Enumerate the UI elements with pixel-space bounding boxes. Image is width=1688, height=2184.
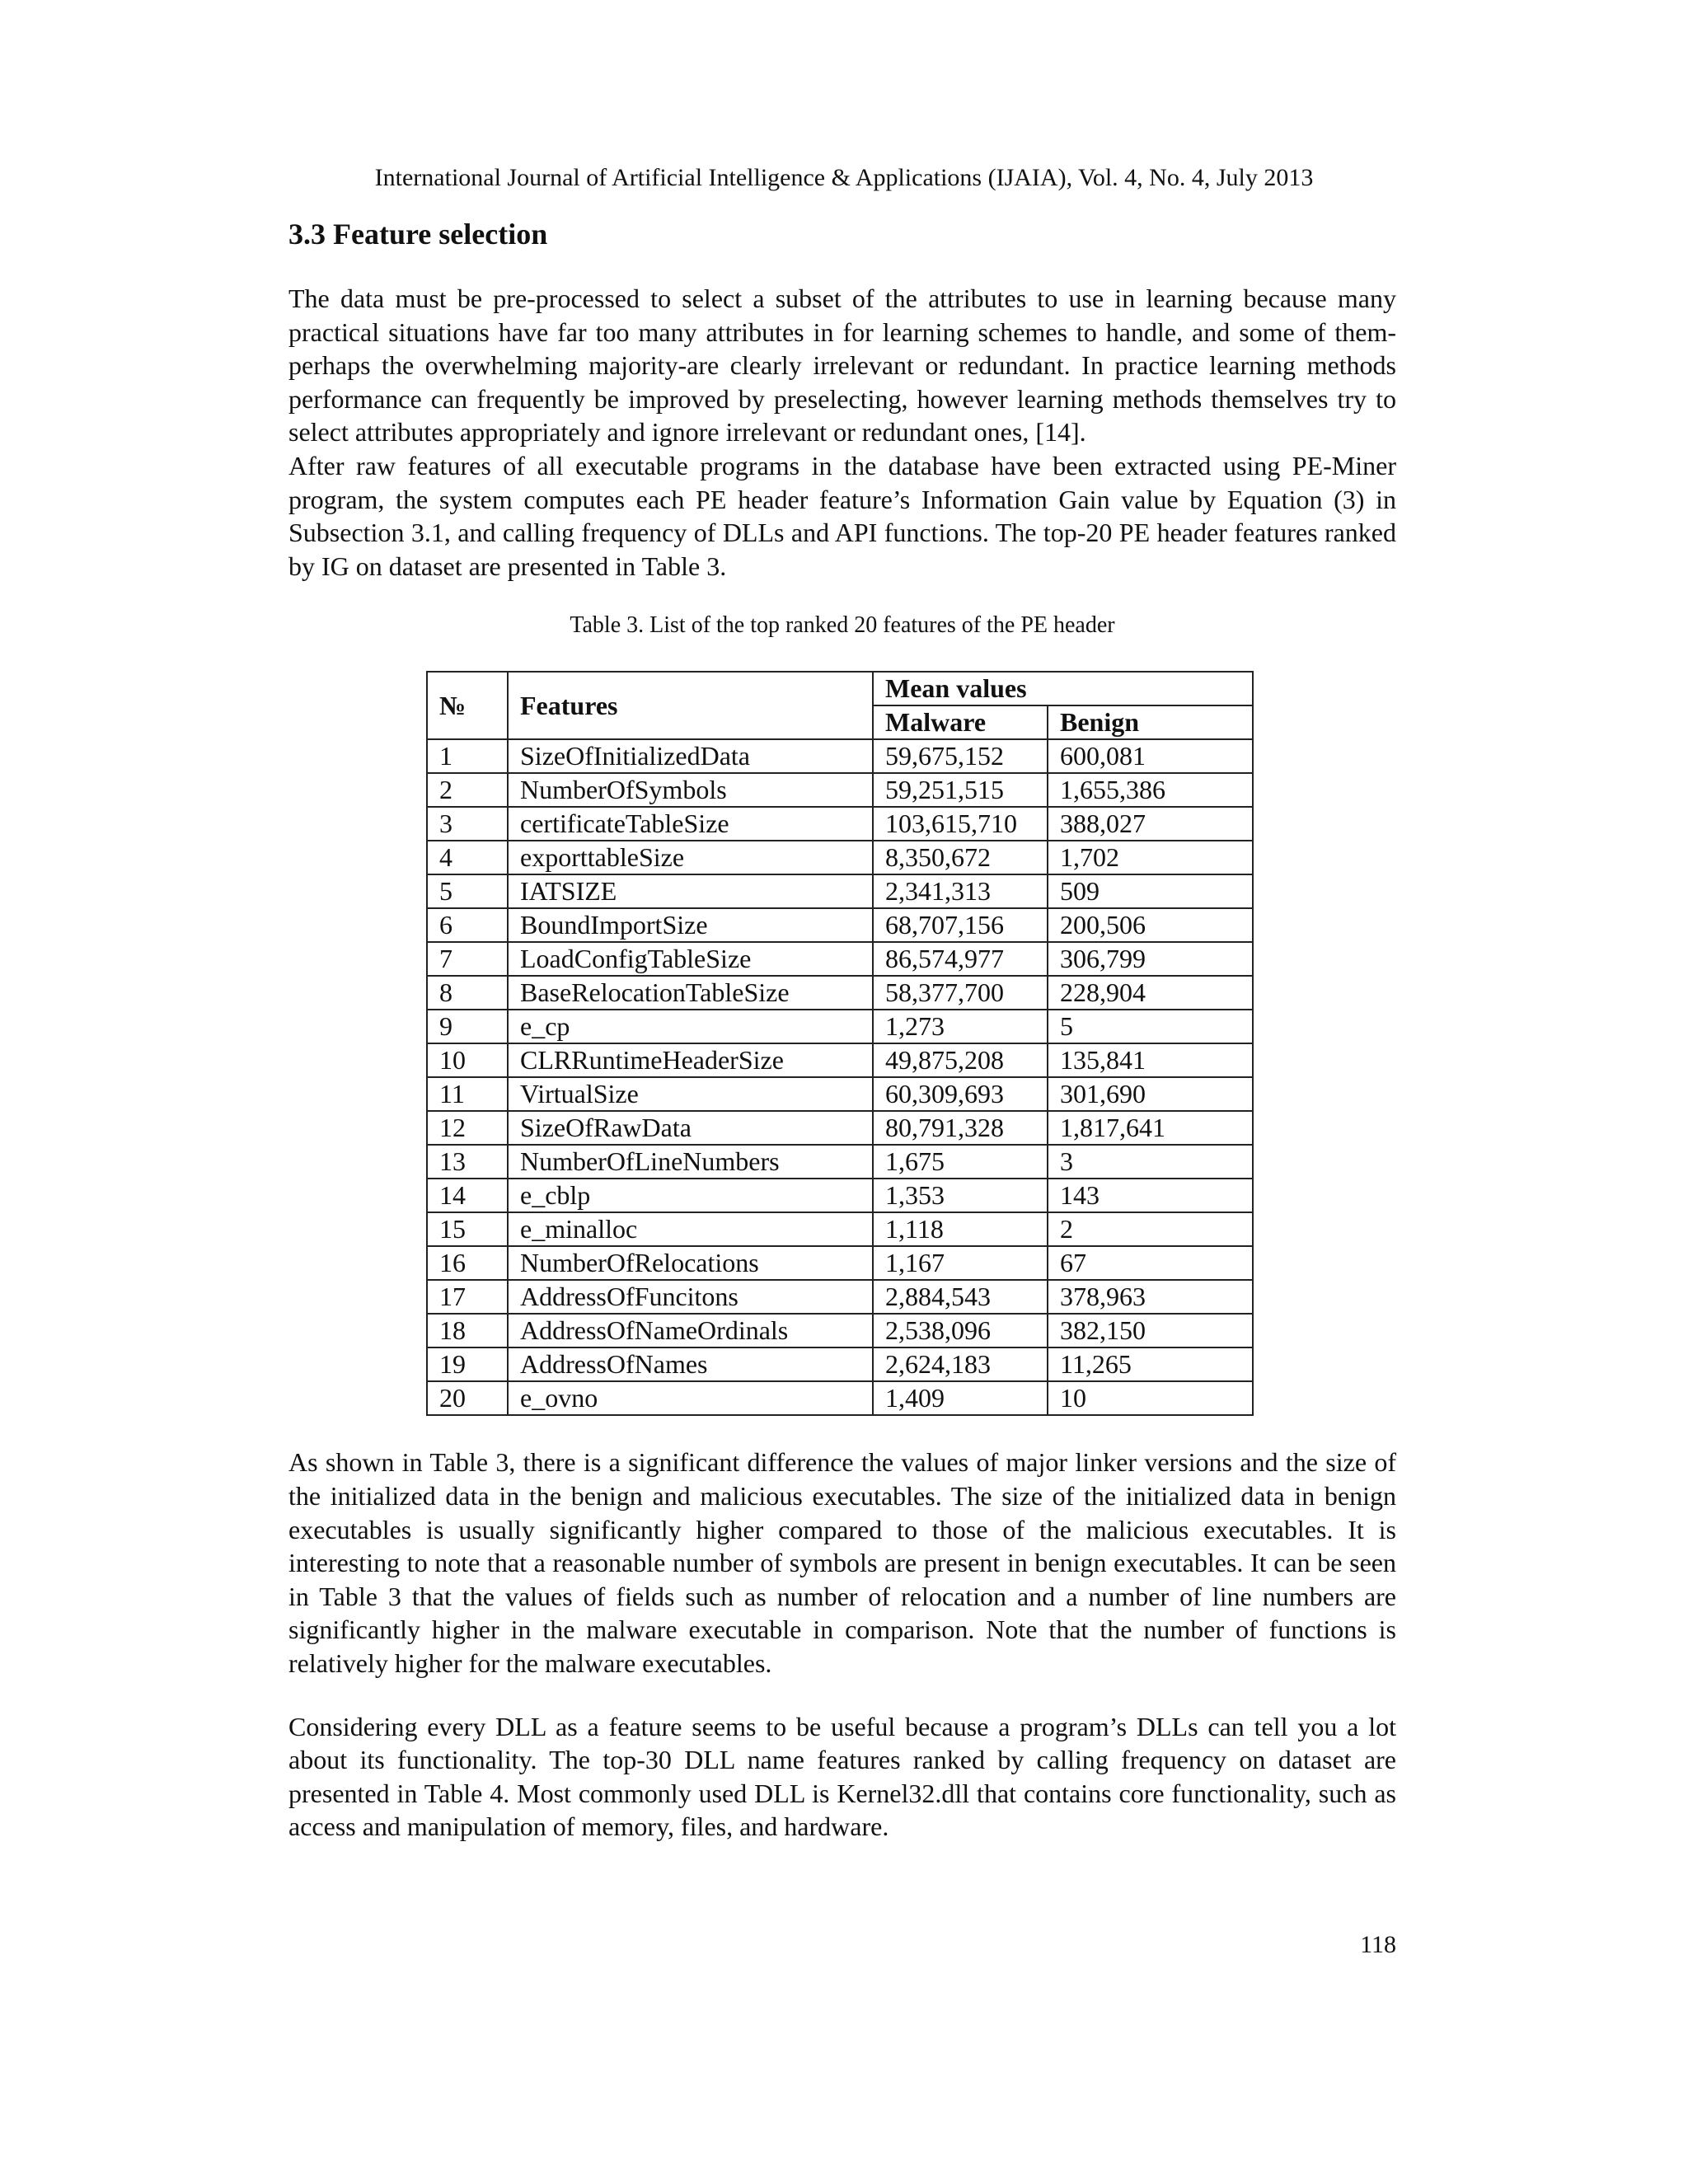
cell-malware: 103,615,710 — [873, 807, 1048, 841]
cell-benign: 143 — [1048, 1179, 1253, 1212]
header-benign: Benign — [1048, 705, 1253, 739]
table-row — [427, 1314, 1253, 1347]
cell-benign: 135,841 — [1048, 1043, 1253, 1077]
cell-num: 16 — [427, 1246, 508, 1280]
table-row — [427, 739, 1253, 773]
table-row — [427, 1212, 1253, 1246]
table-row — [427, 1280, 1253, 1314]
table-row — [427, 1347, 1253, 1381]
section-heading: 3.3 Feature selection — [288, 218, 548, 251]
cell-benign: 67 — [1048, 1246, 1253, 1280]
table-row — [427, 942, 1253, 976]
cell-feature: e_ovno — [508, 1381, 873, 1415]
cell-feature: e_minalloc — [508, 1212, 873, 1246]
cell-benign: 1,702 — [1048, 841, 1253, 874]
cell-feature: certificateTableSize — [508, 807, 873, 841]
table-row — [427, 908, 1253, 942]
cell-benign: 388,027 — [1048, 807, 1253, 841]
cell-benign: 3 — [1048, 1145, 1253, 1179]
table-body — [427, 739, 1253, 1415]
cell-num: 1 — [427, 739, 508, 773]
cell-benign: 200,506 — [1048, 908, 1253, 942]
table-row — [427, 1077, 1253, 1111]
cell-feature: AddressOfNames — [508, 1347, 873, 1381]
running-head: International Journal of Artificial Intelligence & Applications (IJAIA), Vol. 4, No. 4, July 2013 — [374, 164, 1314, 191]
cell-malware: 49,875,208 — [873, 1043, 1048, 1077]
table-row — [427, 841, 1253, 874]
cell-feature: AddressOfFuncitons — [508, 1280, 873, 1314]
cell-num: 14 — [427, 1179, 508, 1212]
cell-num: 4 — [427, 841, 508, 874]
cell-benign: 306,799 — [1048, 942, 1253, 976]
table-row — [427, 1246, 1253, 1280]
cell-feature: BaseRelocationTableSize — [508, 976, 873, 1010]
cell-num: 9 — [427, 1010, 508, 1043]
cell-num: 11 — [427, 1077, 508, 1111]
page-body — [288, 216, 1396, 1844]
cell-num: 10 — [427, 1043, 508, 1077]
table-row — [427, 773, 1253, 807]
cell-malware: 8,350,672 — [873, 841, 1048, 874]
cell-benign: 301,690 — [1048, 1077, 1253, 1111]
cell-feature: e_cblp — [508, 1179, 873, 1212]
cell-feature: CLRRuntimeHeaderSize — [508, 1043, 873, 1077]
cell-malware: 1,353 — [873, 1179, 1048, 1212]
page-number: 118 — [1360, 1931, 1396, 1958]
cell-malware: 86,574,977 — [873, 942, 1048, 976]
cell-num: 2 — [427, 773, 508, 807]
cell-benign: 5 — [1048, 1010, 1253, 1043]
cell-malware: 80,791,328 — [873, 1111, 1048, 1145]
table-row — [427, 976, 1253, 1010]
cell-feature: e_cp — [508, 1010, 873, 1043]
cell-benign: 1,817,641 — [1048, 1111, 1253, 1145]
cell-feature: LoadConfigTableSize — [508, 942, 873, 976]
cell-num: 7 — [427, 942, 508, 976]
cell-num: 12 — [427, 1111, 508, 1145]
cell-benign: 509 — [1048, 874, 1253, 908]
cell-feature: VirtualSize — [508, 1077, 873, 1111]
table-row — [427, 1043, 1253, 1077]
cell-num: 5 — [427, 874, 508, 908]
cell-num: 17 — [427, 1280, 508, 1314]
cell-malware: 1,409 — [873, 1381, 1048, 1415]
cell-malware: 1,118 — [873, 1212, 1048, 1246]
cell-feature: NumberOfSymbols — [508, 773, 873, 807]
cell-malware: 1,167 — [873, 1246, 1048, 1280]
cell-benign: 228,904 — [1048, 976, 1253, 1010]
paragraph-dll-features: Considering every DLL as a feature seems to be useful because a program’s DLLs can tell you a lot about its functionality. The top-30 DLL name features ranked by calling frequency on dataset are presented in Table 4. Most commonly used DLL is Kernel32.dll that contains core functionality, such as access and manipulation of memory, files, and hardware. — [288, 1711, 1396, 1842]
cell-malware: 2,624,183 — [873, 1347, 1048, 1381]
cell-malware: 58,377,700 — [873, 976, 1048, 1010]
cell-benign: 600,081 — [1048, 739, 1253, 773]
paragraph-feature-extraction: After raw features of all executable programs in the database have been extracted using PE-Miner program, the system computes each PE header feature’s Information Gain value by Equation (3) in Subsection 3.1, and calling frequency of DLLs and API functions. The top-20 PE header features ranked by IG on dataset are presented in Table 3. — [288, 450, 1396, 581]
table-header-row — [427, 672, 1253, 705]
table-row — [427, 1179, 1253, 1212]
features-table — [426, 671, 1254, 1416]
cell-feature: SizeOfInitializedData — [508, 739, 873, 773]
cell-num: 6 — [427, 908, 508, 942]
table-row — [427, 1111, 1253, 1145]
header-num: № — [427, 672, 508, 739]
cell-feature: NumberOfRelocations — [508, 1246, 873, 1280]
cell-feature: IATSIZE — [508, 874, 873, 908]
header-malware: Malware — [873, 705, 1048, 739]
cell-malware: 60,309,693 — [873, 1077, 1048, 1111]
cell-malware: 1,273 — [873, 1010, 1048, 1043]
cell-num: 13 — [427, 1145, 508, 1179]
cell-benign: 10 — [1048, 1381, 1253, 1415]
paragraph-feature-selection-intro: The data must be pre-processed to select a subset of the attributes to use in learning because many practical situations have far too many attributes in for learning schemes to handle, and some of them-perhaps the overwhelming majority-are clearly irrelevant or redundant. In practice learning methods performance can frequently be improved by preselecting, however learning methods themselves try to select attributes appropriately and ignore irrelevant or redundant ones, [14]. — [288, 284, 1396, 448]
cell-benign: 2 — [1048, 1212, 1253, 1246]
cell-malware: 2,884,543 — [873, 1280, 1048, 1314]
header-mean-values: Mean values — [873, 672, 1253, 705]
cell-malware: 1,675 — [873, 1145, 1048, 1179]
cell-benign: 11,265 — [1048, 1347, 1253, 1381]
cell-feature: BoundImportSize — [508, 908, 873, 942]
table-row — [427, 1381, 1253, 1415]
cell-malware: 2,538,096 — [873, 1314, 1048, 1347]
table-caption: Table 3. List of the top ranked 20 features of the PE header — [570, 612, 1115, 639]
table-row — [427, 1010, 1253, 1043]
cell-benign: 382,150 — [1048, 1314, 1253, 1347]
cell-feature: exporttableSize — [508, 841, 873, 874]
cell-num: 8 — [427, 976, 508, 1010]
table-row — [427, 874, 1253, 908]
cell-num: 18 — [427, 1314, 508, 1347]
cell-malware: 68,707,156 — [873, 908, 1048, 942]
cell-malware: 59,251,515 — [873, 773, 1048, 807]
paragraph-table-discussion: As shown in Table 3, there is a significant difference the values of major linker versions and the size of the initialized data in the benign and malicious executables. The size of the initialized data in benign executables is usually significantly higher compared to those of the malicious executables. It is interesting to note that a reasonable number of symbols are present in benign executables. It can be seen in Table 3 that the values of fields such as number of relocation and a number of line numbers are significantly higher in the malware executable in comparison. Note that the number of functions is relatively higher for the malware executables. — [288, 1447, 1396, 1678]
cell-benign: 1,655,386 — [1048, 773, 1253, 807]
header-features: Features — [508, 672, 873, 739]
cell-num: 20 — [427, 1381, 508, 1415]
cell-feature: NumberOfLineNumbers — [508, 1145, 873, 1179]
cell-benign: 378,963 — [1048, 1280, 1253, 1314]
cell-num: 3 — [427, 807, 508, 841]
cell-malware: 2,341,313 — [873, 874, 1048, 908]
table-row — [427, 807, 1253, 841]
table-row — [427, 1145, 1253, 1179]
cell-num: 15 — [427, 1212, 508, 1246]
cell-feature: SizeOfRawData — [508, 1111, 873, 1145]
cell-num: 19 — [427, 1347, 508, 1381]
cell-malware: 59,675,152 — [873, 739, 1048, 773]
cell-feature: AddressOfNameOrdinals — [508, 1314, 873, 1347]
